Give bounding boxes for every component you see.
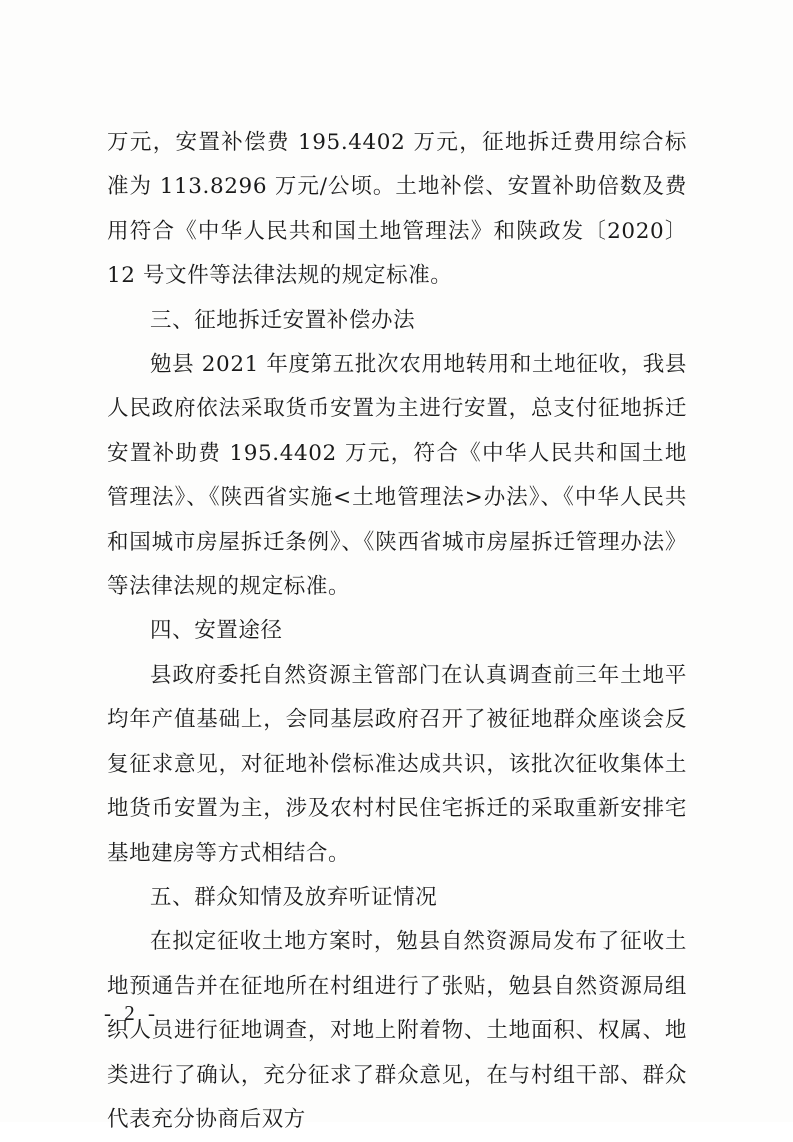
paragraph-compensation-standard: 万元，安置补偿费 195.4402 万元，征地拆迁费用综合标准为 113.8296 万元/公顷。土地补偿、安置补助倍数及费用符合《中华人民共和国土地管理法》和陕政发〔2020〕12 号文件等法律法规的规定标准。 [107,130,687,289]
paragraph-compensation-method: 勉县 2021 年度第五批次农用地转用和土地征收，我县人民政府依法采取货币安置为主进行安置，总支付征地拆迁安置补助费 195.4402 万元，符合《中华人民共和国土地管理法》、《陕西省实施<土地管理法>办法》、《中华人民共和国城市房屋拆迁条例》、《陕西省城市房屋拆迁管理办法》等法律法规的规定标准。 [107,352,687,600]
heading-section-3: 三、征地拆迁安置补偿办法 [150,307,416,333]
heading-section-4: 四、安置途径 [150,618,283,644]
body-text [107,121,687,1142]
paragraph-resettlement-approach: 县政府委托自然资源主管部门在认真调查前三年土地平均年产值基础上，会同基层政府召开了被征地群众座谈会反复征求意见，对征地补偿标准达成共识，该批次征收集体土地货币安置为主，涉及农村村民住宅拆迁的采取重新安排宅基地建房等方式相结合。 [107,662,687,866]
heading-section-5: 五、群众知情及放弃听证情况 [150,884,438,910]
page-number: - 2 - [104,1001,159,1025]
paragraph-public-notice: 在拟定征收土地方案时，勉县自然资源局发布了征收土地预通告并在征地所在村组进行了张贴，勉县自然资源局组织人员进行征地调查，对地上附着物、土地面积、权属、地类进行了确认，充分征求了群众意见，在与村组干部、群众代表充分协商后双方 [107,929,687,1132]
